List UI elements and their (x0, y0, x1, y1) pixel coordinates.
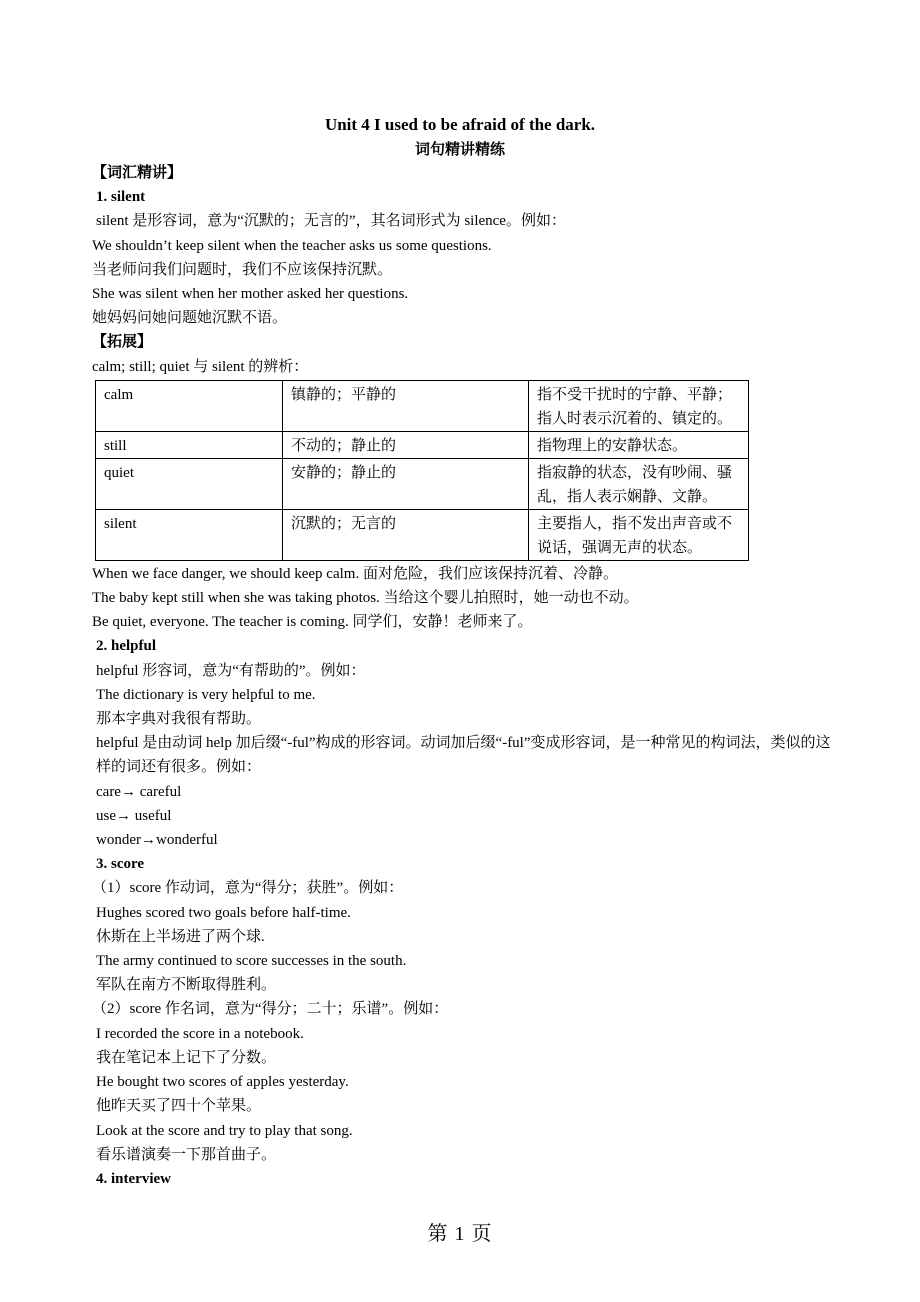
table-cell-usage: 指寂静的状态，没有吵闹、骚乱，指人表示娴静、文静。 (529, 458, 749, 509)
document-title: Unit 4 I used to be afraid of the dark. (324, 115, 596, 134)
table-cell-word: still (96, 431, 283, 458)
document-body (92, 161, 832, 1191)
score-verb-example-2-en: The army continued to score successes in the south. (96, 953, 407, 970)
derivation-careful: care→ careful (96, 783, 182, 800)
helpful-definition: helpful 形容词，意为“有帮助的”。例如： (96, 662, 366, 679)
score-verb-example-2-zh: 军队在南方不断取得胜利。 (96, 977, 277, 994)
table-row (96, 431, 749, 458)
score-noun-example-3-en: Look at the score and try to play that song. (96, 1122, 353, 1139)
word-heading-helpful: 2. helpful (96, 638, 157, 655)
score-verb-example-1-zh: 休斯在上半场进了两个球. (96, 928, 265, 945)
table-cell-meaning: 镇静的；平静的 (283, 380, 529, 431)
score-noun-example-2-en: He bought two scores of apples yesterday. (96, 1074, 349, 1091)
score-noun-example-2-zh: 他昨天买了四十个苹果。 (96, 1098, 262, 1115)
section-heading-extension: 【拓展】 (92, 334, 153, 351)
table-cell-usage: 主要指人，指不发出声音或不说话，强调无声的状态。 (529, 509, 749, 560)
table-cell-word: silent (96, 509, 283, 560)
compare-intro: calm; still; quiet 与 silent 的辨析： (92, 358, 309, 375)
silent-example-2-zh: 她妈妈问她问题她沉默不语。 (92, 310, 288, 327)
helpful-word-formation-note: helpful 是由动词 help 加后缀“-ful”构成的形容词。动词加后缀“-ful”变成形容词，是一种常见的构词法，类似的这样的词还有很多。例如： (96, 735, 831, 776)
table-cell-usage: 指物理上的安静状态。 (529, 431, 749, 458)
table-row (96, 509, 749, 560)
table-cell-meaning: 沉默的；无言的 (283, 509, 529, 560)
helpful-example-en: The dictionary is very helpful to me. (96, 686, 316, 703)
document-subtitle: 词句精讲精练 (414, 142, 505, 158)
word-heading-silent: 1. silent (96, 189, 146, 206)
score-verb-definition: （1）score 作动词，意为“得分；获胜”。例如： (92, 880, 404, 897)
table-cell-word: calm (96, 380, 283, 431)
extension-example-calm: When we face danger, we should keep calm. 面对危险，我们应该保持沉着、冷静。 (92, 565, 618, 582)
word-heading-score: 3. score (96, 856, 145, 873)
derivation-useful: use→ useful (96, 807, 172, 824)
section-heading-vocab: 【词汇精讲】 (92, 165, 183, 181)
page-number: 第 1 页 (427, 1223, 493, 1245)
silent-example-1-zh: 当老师问我们问题时，我们不应该保持沉默。 (92, 261, 393, 278)
table-row (96, 380, 749, 431)
table-cell-meaning: 安静的；静止的 (283, 458, 529, 509)
helpful-example-zh: 那本字典对我很有帮助。 (96, 711, 262, 728)
table-cell-usage: 指不受干扰时的宁静、平静；指人时表示沉着的、镇定的。 (529, 380, 749, 431)
extension-example-quiet: Be quiet, everyone. The teacher is coming. 同学们，安静！老师来了。 (92, 614, 533, 631)
table-row (96, 458, 749, 509)
comparison-table (95, 380, 749, 561)
silent-example-2-en: She was silent when her mother asked her questions. (92, 286, 409, 303)
score-noun-example-3-zh: 看乐谱演奏一下那首曲子。 (96, 1146, 277, 1163)
score-verb-example-1-en: Hughes scored two goals before half-time. (96, 904, 351, 921)
score-noun-definition: （2）score 作名词，意为“得分；二十；乐谱”。例如： (92, 1001, 449, 1018)
silent-definition: silent 是形容词，意为“沉默的；无言的”，其名词形式为 silence。例如： (96, 213, 566, 230)
derivation-wonderful: wonder→wonderful (96, 832, 218, 849)
silent-example-1-en: We shouldn’t keep silent when the teacher asks us some questions. (92, 237, 492, 254)
word-heading-interview: 4. interview (96, 1170, 171, 1187)
extension-example-still: The baby kept still when she was taking photos. 当给这个婴儿拍照时，她一动也不动。 (92, 590, 639, 607)
table-cell-meaning: 不动的；静止的 (283, 431, 529, 458)
table-cell-word: quiet (96, 458, 283, 509)
score-noun-example-1-zh: 我在笔记本上记下了分数。 (96, 1049, 277, 1066)
score-noun-example-1-en: I recorded the score in a notebook. (96, 1025, 304, 1042)
